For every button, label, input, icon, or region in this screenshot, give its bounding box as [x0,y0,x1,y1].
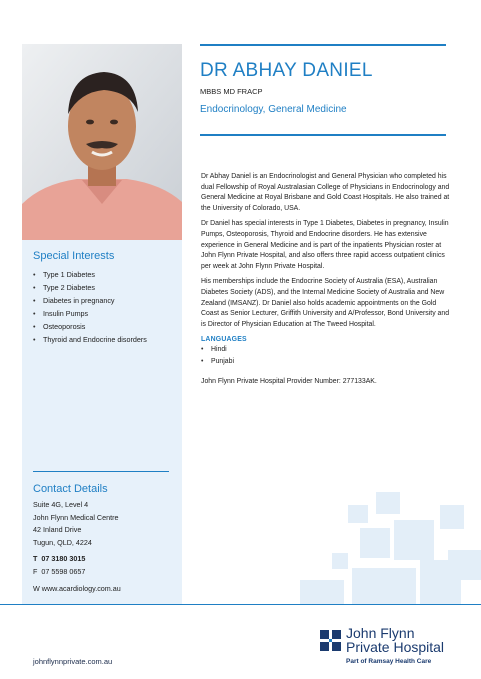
decor-square [440,505,464,529]
language-item: • Hindi [201,344,455,356]
interest-item: • Insulin Pumps [33,307,173,320]
left-divider [33,471,169,472]
logo-line-3: Part of Ramsay Health Care [346,658,432,665]
decor-square [352,568,416,604]
bio [201,172,455,385]
contact-title: Contact Details [33,483,108,495]
interest-item: • Osteoporosis [33,320,173,333]
address-line: Tugun, QLD, 4224 [33,537,92,547]
contact-details [33,483,173,595]
doctor-qualifications: MBBS MD FRACP [200,87,263,96]
bio-paragraph: Dr Daniel has special interests in Type 1 Diabetes, Diabetes in pregnancy, Insulin Pumps, Osteoporosis, Thyroid and Endocrine disorders. He has extensive experience in General Medicine and is part of the inpatients Physician roster at John Flynn Private Hospital, and also offers three rapid access outpatient clinics per week at John Flynn Private Hospital. [201,220,449,270]
phone-label: T [33,554,38,564]
address-line: John Flynn Medical Centre [33,512,119,522]
fax-number: 07 5598 0657 [41,566,86,576]
cross-logo-icon [320,630,342,652]
special-interests-list [33,268,173,346]
interest-item: • Thyroid and Endocrine disorders [33,333,173,346]
header-rule-bottom [200,134,446,136]
hospital-logo [320,626,470,672]
languages-list [201,344,455,368]
fax-line [33,566,173,579]
fax-label: F [33,566,38,576]
decor-square [300,580,344,604]
doctor-specialty: Endocrinology, General Medicine [200,104,347,115]
decor-square [332,553,348,569]
decor-square [376,492,400,514]
contact-lines [33,499,173,595]
footer-rule [0,604,481,605]
provider-number: John Flynn Private Hospital Provider Number: 277133AK. [201,378,377,386]
web-line[interactable] [33,583,173,596]
web-label: W [33,583,40,593]
web-link[interactable]: www.acardiology.com.au [41,583,121,593]
logo-line-1: John Flynn [346,625,415,641]
special-interests-title: Special Interests [33,250,115,262]
header-rule-top [200,44,446,46]
address-line: Suite 4G, Level 4 [33,500,89,509]
special-interests [33,250,173,346]
decor-square [394,520,434,560]
interest-item: • Type 2 Diabetes [33,281,173,294]
bio-paragraph: His memberships include the Endocrine Society of Australia (ESA), Australian Diabetes Society (ADS), and the Internal Medicine Society of Australia and New Zealand (IMSANZ). Dr Daniel also holds academic appointments on the Gold Coast as Senior Lecturer, Griffith University and A/Professor, Bond University and is Director of Physician Education at The Tweed Hospital. [201,278,450,328]
languages-title: LANGUAGES [201,336,247,344]
decor-square [348,505,368,523]
doctor-name: DR ABHAY DANIEL [200,60,373,81]
decor-square [360,528,390,558]
logo-line-2: Private Hospital [346,639,445,655]
bio-paragraph: Dr Abhay Daniel is an Endocrinologist and General Physician who completed his dual Fellowship of Royal Australasian College of Physicians in Endocrinology and General Medicine at Royal Brisbane and Gold Coast Hospitals. He also trained at the University of Colorado, USA. [201,173,450,212]
doctor-photo [22,44,182,240]
language-item: • Punjabi [201,356,455,368]
address-line: 42 Inland Drive [33,525,82,535]
decor-square [448,550,481,580]
footer-url[interactable]: johnflynnprivate.com.au [33,657,113,666]
phone-number: 07 3180 3015 [41,554,86,564]
phone-line[interactable] [33,553,173,566]
interest-item: • Diabetes in pregnancy [33,294,173,307]
interest-item: • Type 1 Diabetes [33,268,173,281]
